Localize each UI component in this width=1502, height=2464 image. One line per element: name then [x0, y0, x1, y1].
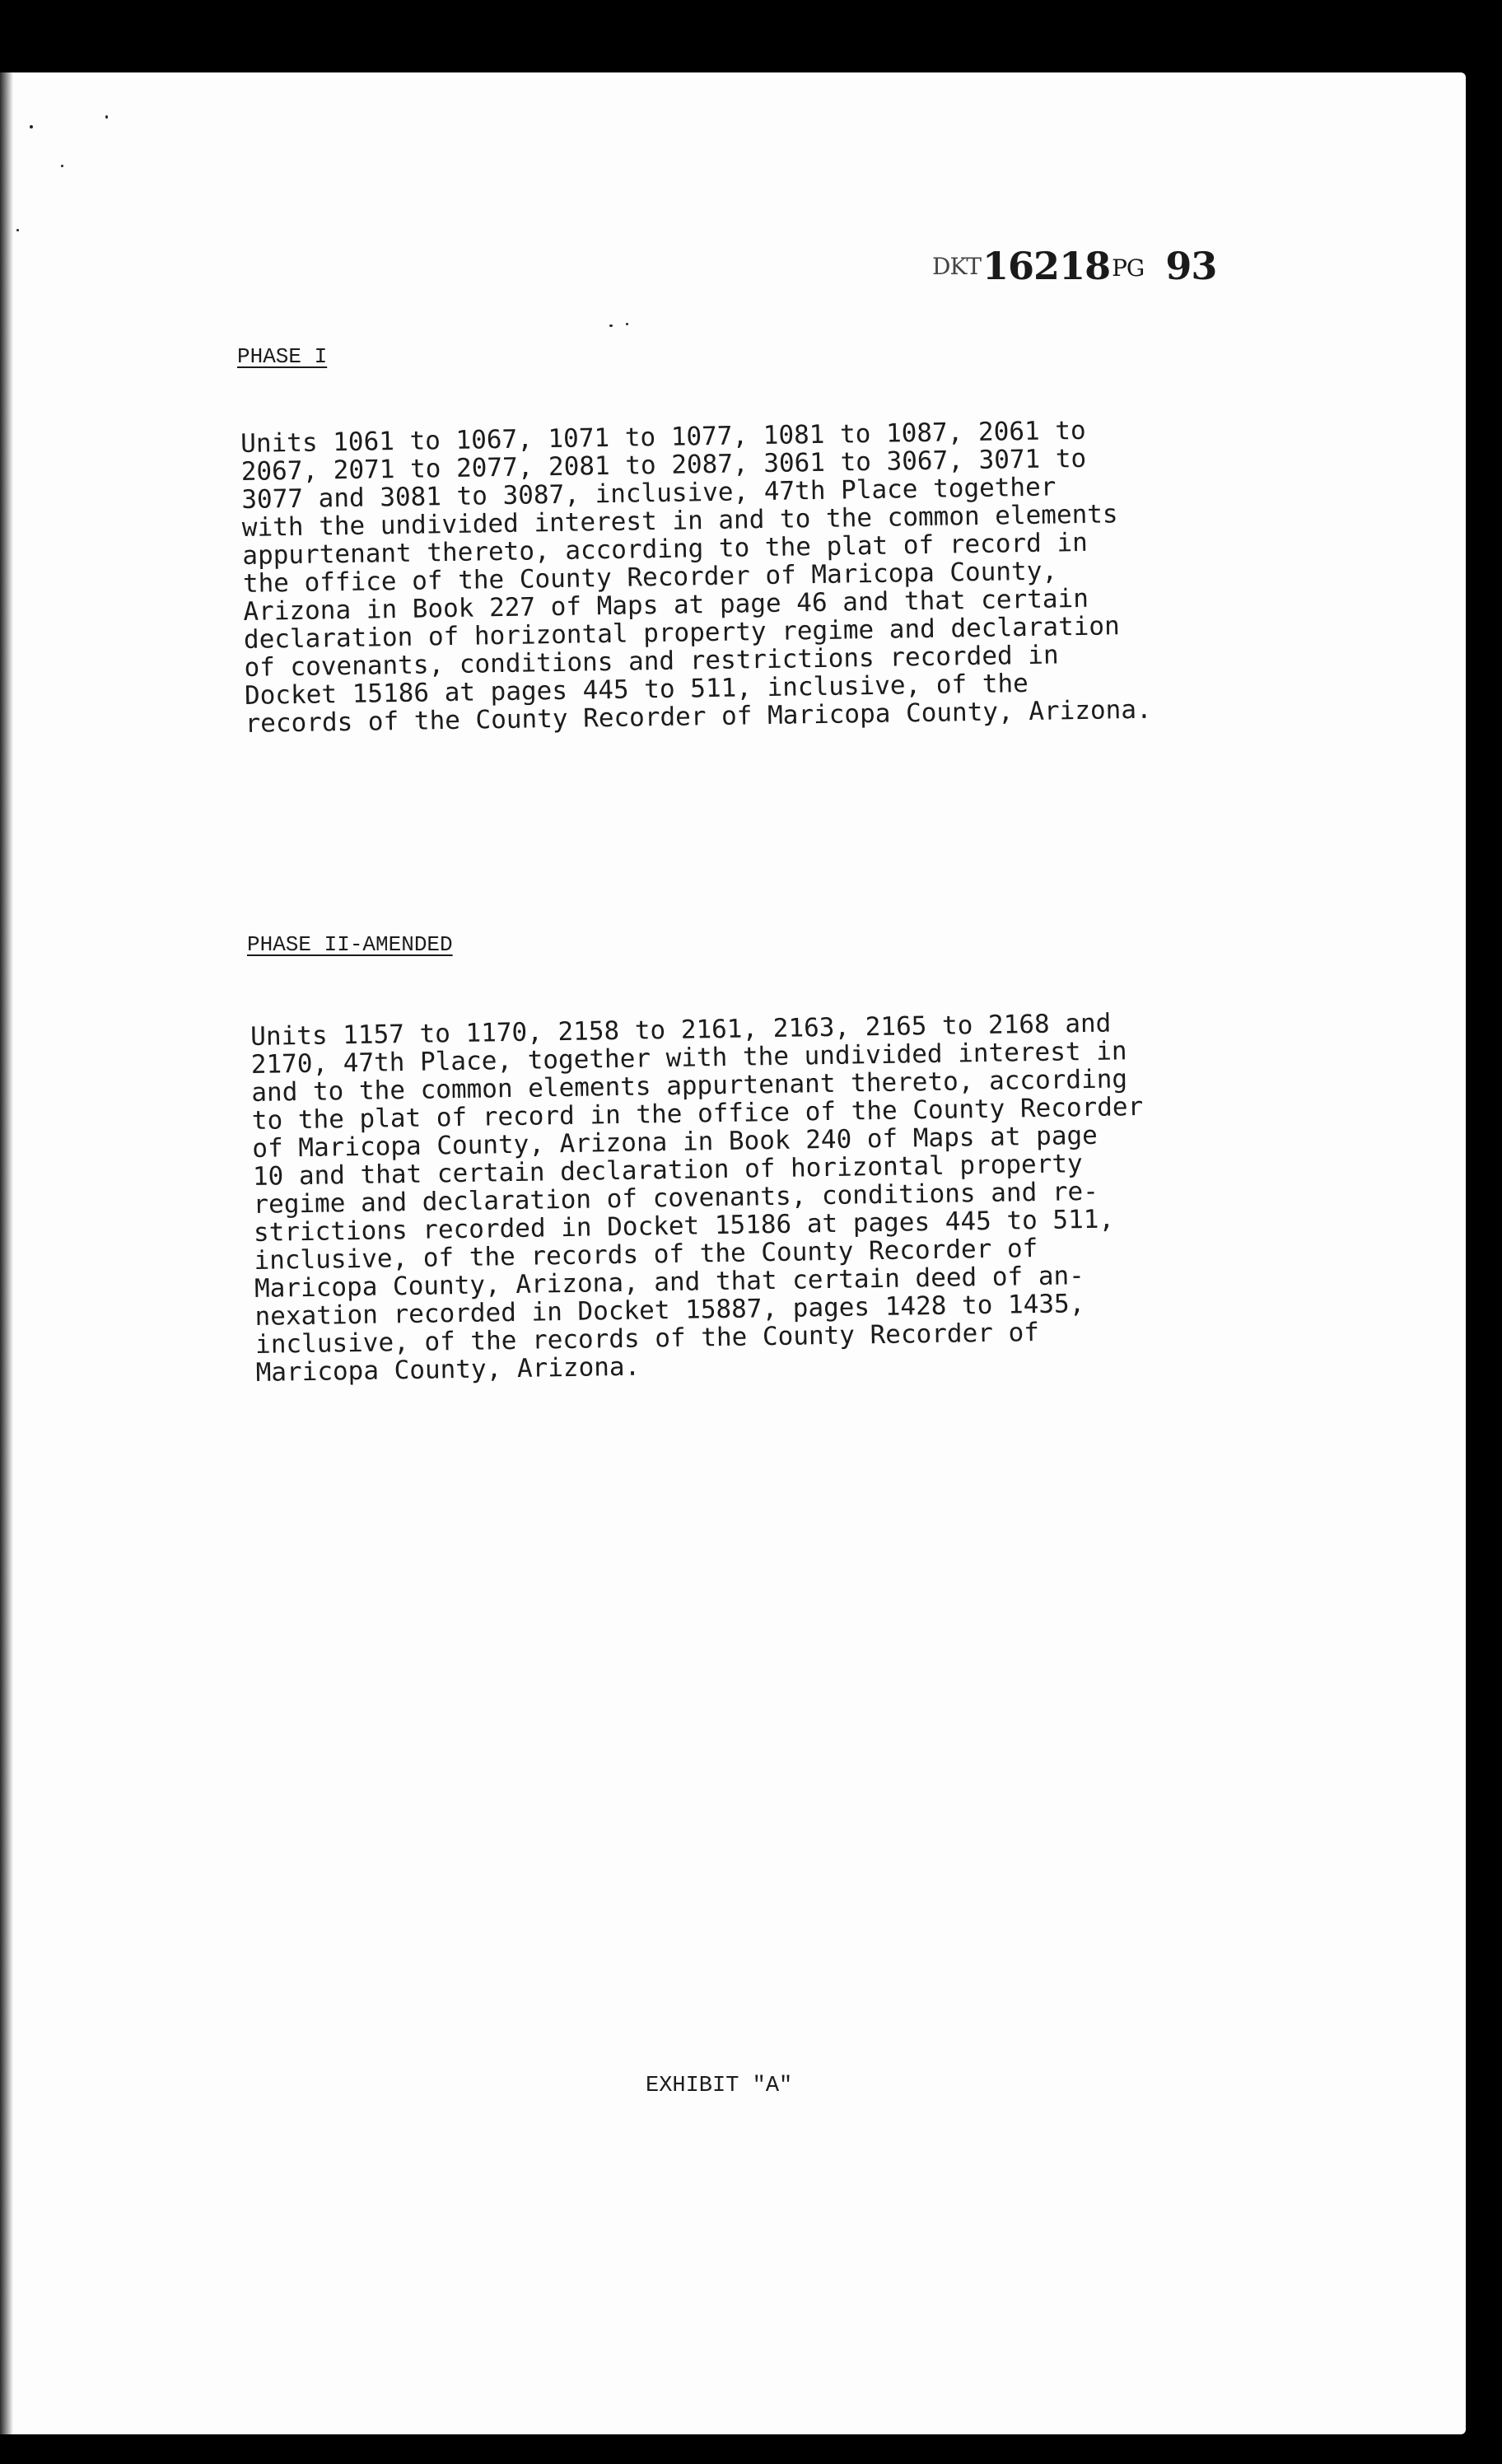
phase-1-legal-description: Units 1061 to 1067, 1071 to 1077, 1081 to 1087, 2061 to 2067, 2071 to 2077, 2081 to 2087, 3061 to 3067, 3071 to 3077 and 3081 to 3087, inclusive, 47th Place together with the undivided interest in and to the common elements appurtenant thereto, according to the plat of record in the office of the County Recorder of Maricopa County, Arizona in Book 227 of Maps at page 46 and that certain declaration of horizontal property regime and declaration of covenants, conditions and restrictions recorded in Docket 15186 at pages 445 to 511, inclusive, of the records of the County Recorder of Maricopa County, Arizona.	[240, 415, 1152, 739]
scan-speck	[16, 229, 19, 231]
scan-speck	[609, 324, 613, 327]
exhibit-label: EXHIBIT "A"	[646, 2074, 793, 2098]
scan-edge-shadow	[0, 72, 13, 2434]
page-number: 93	[1165, 244, 1217, 288]
scan-speck	[61, 165, 63, 167]
page-prefix: PG	[1112, 254, 1145, 282]
docket-prefix: DKT	[932, 253, 982, 280]
document-page	[0, 72, 1466, 2434]
phase-2-legal-description: Units 1157 to 1170, 2158 to 2161, 2163, 2165 to 2168 and 2170, 47th Place, together with the undivided interest in and to the common elements appurtenant thereto, according to the plat of record in the office of the County Recorder of Maricopa County, Arizona in Book 240 of Maps at page 10 and that certain declaration of horizontal property regime and declaration of covenants, conditions and re- strictions recorded in Docket 15186 at pages 445 to 511, inclusive, of the records of the County Recorder of Maricopa County, Arizona, and that certain deed of an- nexation recorded in Docket 15887, pages 1428 to 1435, inclusive, of the records of the County Recorder of Maricopa County, Arizona.	[250, 1008, 1144, 1388]
docket-stamp	[932, 244, 1216, 288]
phase-1-heading: PHASE I	[237, 344, 328, 369]
scan-speck	[105, 115, 108, 119]
scan-speck	[30, 125, 33, 128]
phase-2-heading: PHASE II-AMENDED	[247, 932, 453, 957]
scan-speck	[626, 323, 628, 325]
docket-number: 16218	[982, 244, 1111, 288]
